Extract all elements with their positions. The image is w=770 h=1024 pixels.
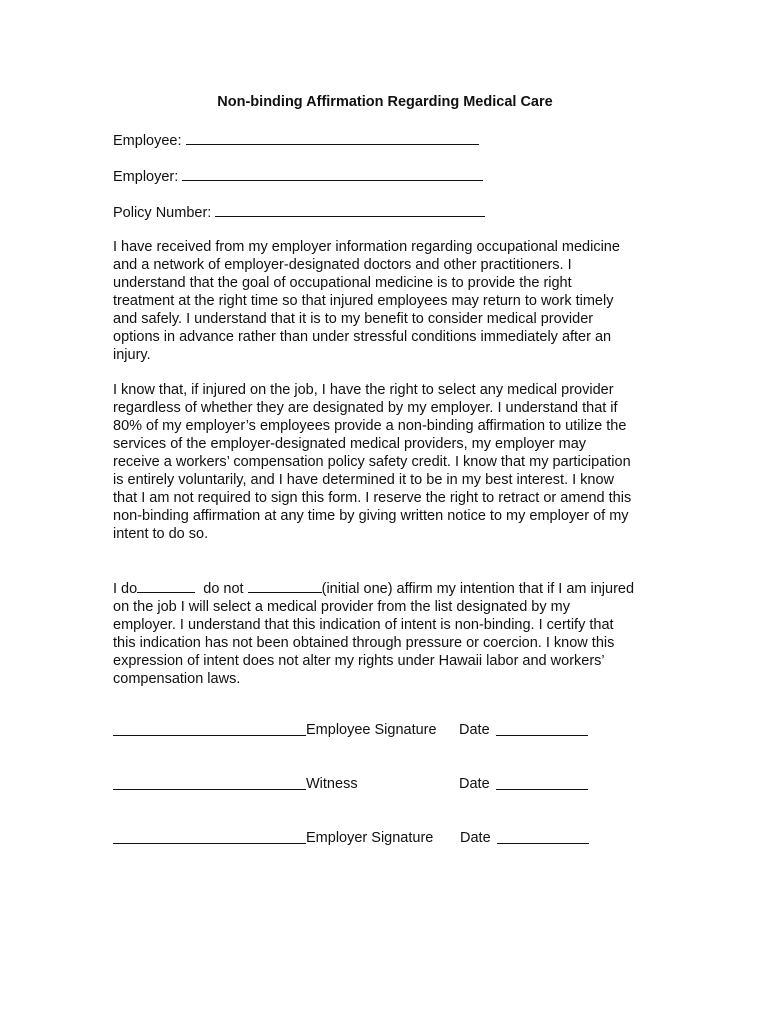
paragraph-line: compensation laws. xyxy=(113,671,241,687)
paragraph-acknowledgement xyxy=(113,238,663,364)
paragraph-line: I know that, if injured on the job, I have the right to select any medical provider xyxy=(113,382,614,398)
employee-date-line[interactable] xyxy=(496,721,588,736)
paragraph-line: regardless of whether they are designated by my employer. I understand that if xyxy=(113,400,618,416)
paragraph-line: services of the employer-designated medical providers, my employer may xyxy=(113,436,587,452)
employer-blank-line[interactable] xyxy=(182,166,483,181)
document-title: Non-binding Affirmation Regarding Medical Care xyxy=(217,94,553,110)
paragraph-line: receive a workers’ compensation policy safety credit. I know that my participation xyxy=(113,454,631,470)
employee-signature-line[interactable] xyxy=(113,721,306,736)
employer-label: Employer: xyxy=(113,169,179,185)
paragraph-line: this indication has not been obtained through pressure or coercion. I know this xyxy=(113,635,615,651)
witness-date-label: Date xyxy=(459,776,490,792)
employee-signature-label: Employee Signature xyxy=(306,722,437,738)
paragraph-line: injury. xyxy=(113,347,151,363)
affirmation-first-line xyxy=(113,578,663,598)
witness-signature-line[interactable] xyxy=(113,775,306,790)
paragraph-line: intent to do so. xyxy=(113,526,209,542)
paragraph-line: expression of intent does not alter my rights under Hawaii labor and workers’ xyxy=(113,653,605,669)
do-not-label: do not xyxy=(203,581,244,597)
employee-signature-row xyxy=(113,721,673,741)
employer-signature-row xyxy=(113,829,673,849)
i-do-label: I do xyxy=(113,581,138,597)
employer-date-line[interactable] xyxy=(497,829,589,844)
employee-blank-line[interactable] xyxy=(186,130,479,145)
policy-number-label: Policy Number: xyxy=(113,205,212,221)
employer-date-label: Date xyxy=(460,830,491,846)
witness-signature-row xyxy=(113,775,673,795)
employee-label: Employee: xyxy=(113,133,182,149)
paragraph-line: and safely. I understand that it is to my benefit to consider medical provider xyxy=(113,311,594,327)
paragraph-line: understand that the goal of occupational medicine is to provide the right xyxy=(113,275,572,291)
employee-date-label: Date xyxy=(459,722,490,738)
paragraph-line: options in advance rather than under stressful conditions immediately after an xyxy=(113,329,612,345)
paragraph-line: I have received from my employer information regarding occupational medicine xyxy=(113,239,620,255)
paragraph-line: treatment at the right time so that injured employees may return to work timely xyxy=(113,293,614,309)
paragraph-affirmation xyxy=(113,578,663,688)
paragraph-line: non-binding affirmation at any time by giving written notice to my employer of my xyxy=(113,508,629,524)
paragraph-line: employer. I understand that this indication of intent is non-binding. I certify that xyxy=(113,617,614,633)
paragraph-rights xyxy=(113,381,663,543)
witness-date-line[interactable] xyxy=(496,775,588,790)
paragraph-line: is entirely voluntarily, and I have determined it to be in my best interest. I know xyxy=(113,472,615,488)
employee-field xyxy=(113,130,479,150)
employer-field xyxy=(113,166,483,186)
policy-number-blank-line[interactable] xyxy=(215,202,485,217)
paragraph-line: that I am not required to sign this form. I reserve the right to retract or amend this xyxy=(113,490,632,506)
paragraph-line: and a network of employer-designated doctors and other practitioners. I xyxy=(113,257,572,273)
employer-signature-line[interactable] xyxy=(113,829,306,844)
paragraph-line: on the job I will select a medical provider from the list designated by my xyxy=(113,599,570,615)
witness-signature-label: Witness xyxy=(306,776,358,792)
do-not-initial-blank[interactable] xyxy=(248,578,322,593)
i-do-initial-blank[interactable] xyxy=(137,578,195,593)
paragraph-line: 80% of my employer’s employees provide a non-binding affirmation to utilize the xyxy=(113,418,627,434)
initial-one-text: (initial one) affirm my intention that if I am injured xyxy=(321,581,635,597)
policy-number-field xyxy=(113,202,485,222)
employer-signature-label: Employer Signature xyxy=(306,830,434,846)
